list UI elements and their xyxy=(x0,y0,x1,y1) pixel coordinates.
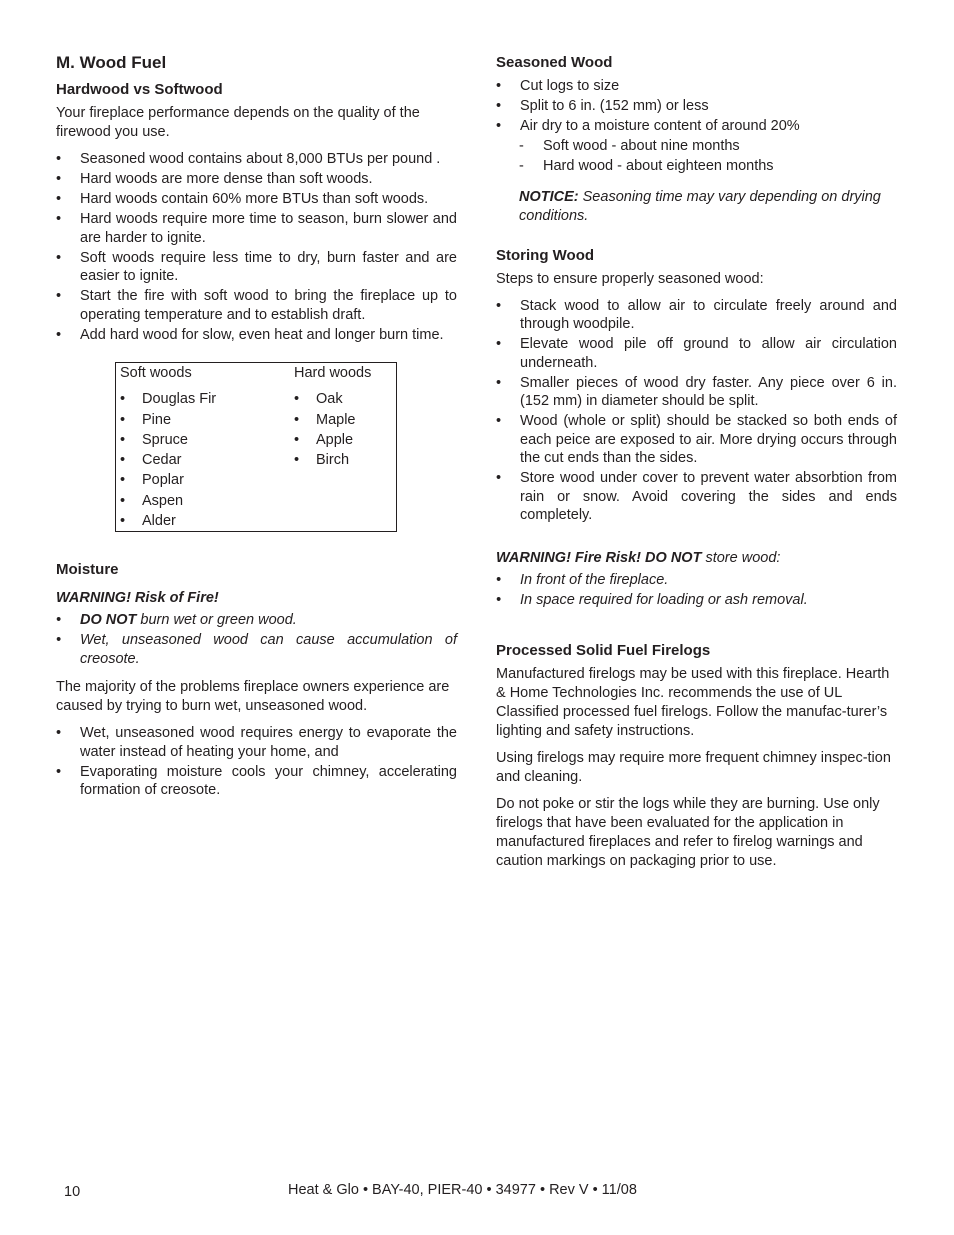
hardwood-heading: Hardwood vs Softwood xyxy=(56,81,223,98)
list-item: • Pine xyxy=(120,411,172,428)
firelogs-paragraph-3: Do not poke or stir the logs while they are burning. Use only firelogs that have been evaluated for the application in manufactured fireplaces and refer to firelog warnings and caution markings on packaging prior to use. xyxy=(496,796,880,869)
list-item: • Oak xyxy=(294,391,343,408)
list-item: • Birch xyxy=(294,452,350,469)
list-item: • Smaller pieces of wood dry faster. Any piece over 6 in. (152 mm) in diameter should be split. xyxy=(496,374,897,409)
list-item: • Store wood under cover to prevent water absorbtion from rain or snow. Avoid covering the sides and ends completely. xyxy=(496,470,897,523)
list-item: • In front of the fireplace. xyxy=(496,571,669,588)
hard-woods-header: Hard woods xyxy=(294,365,372,381)
storing-heading: Storing Wood xyxy=(496,246,595,264)
hardwood-intro: Your fireplace performance depends on the quality of the firewood you use. xyxy=(56,105,420,140)
moisture-paragraph: The majority of the problems fireplace owners experience are caused by trying to burn wet, unseasoned wood. xyxy=(56,679,450,715)
list-item: • Aspen xyxy=(120,492,184,509)
moisture-warning: WARNING! Risk of Fire! xyxy=(56,590,219,607)
list-item: • Air dry to a moisture content of around 20% xyxy=(496,118,800,134)
list-item: - Soft wood - about nine months xyxy=(519,138,740,154)
list-item: • Hard woods contain 60% more BTUs than soft woods. xyxy=(56,191,429,207)
moisture-heading: Moisture xyxy=(56,561,119,579)
list-item: • Hard woods require more time to season, burn slower and are harder to ignite. xyxy=(56,211,457,246)
firelogs-paragraph-2: Using firelogs may require more frequent chimney inspec-tion and cleaning. xyxy=(496,750,891,785)
page-number: 10 xyxy=(64,1184,81,1200)
list-item: • Add hard wood for slow, even heat and longer burn time. xyxy=(56,326,444,343)
list-item: • Wet, unseasoned wood requires energy to evaporate the water instead of heating your home, and xyxy=(56,725,457,760)
list-item: • DO NOT burn wet or green wood. xyxy=(56,612,297,629)
soft-woods-header: Soft woods xyxy=(120,365,192,381)
firelogs-paragraph-1: Manufactured firelogs may be used with this fireplace. Hearth & Home Technologies Inc. recommends the use of UL Classified processed fuel firelogs. Follow the manufac-turer’s lighting and safety instructions. xyxy=(496,666,890,739)
list-item: • Alder xyxy=(120,513,176,530)
soft-woods-cell xyxy=(116,389,291,532)
soft-woods-list xyxy=(120,389,286,531)
list-item: • Cut logs to size xyxy=(496,78,620,94)
list-item: • In space required for loading or ash removal. xyxy=(496,591,808,608)
firelogs-heading: Processed Solid Fuel Firelogs xyxy=(496,642,711,659)
section-title: M. Wood Fuel xyxy=(56,53,167,72)
right-column xyxy=(496,52,897,879)
list-item: • Maple xyxy=(294,411,356,428)
list-item: • Seasoned wood contains about 8,000 BTUs per pound . xyxy=(56,151,441,167)
seasoned-list xyxy=(496,77,897,136)
woods-table xyxy=(115,362,397,532)
hard-woods-list xyxy=(294,389,392,470)
list-item: • Wet, unseasoned wood can cause accumulation of creosote. xyxy=(56,632,457,667)
storing-list xyxy=(496,297,897,525)
storing-warning-list xyxy=(496,571,897,610)
moisture-list xyxy=(56,724,457,800)
list-item: • Douglas Fir xyxy=(120,391,217,408)
list-item: - Hard wood - about eighteen months xyxy=(519,158,774,174)
list-item: • Stack wood to allow air to circulate freely around and through woodpile. xyxy=(496,297,897,332)
seasoned-sub-list xyxy=(519,137,897,176)
seasoned-heading: Seasoned Wood xyxy=(496,54,613,71)
storing-warning: WARNING! Fire Risk! DO NOT store wood: xyxy=(496,549,781,566)
list-item: • Wood (whole or split) should be stacked so both ends of each peice are exposed to air. More drying occurs through the cut ends than the sides. xyxy=(496,413,897,466)
list-item: • Cedar xyxy=(120,452,182,469)
list-item: • Elevate wood pile off ground to allow air circulation underneath. xyxy=(496,336,897,371)
seasoning-notice: NOTICE: Seasoning time may vary depending on drying conditions. xyxy=(519,188,881,224)
list-item: • Poplar xyxy=(120,472,184,489)
hardwood-list xyxy=(56,150,457,344)
list-item: • Apple xyxy=(294,431,354,448)
hard-woods-cell xyxy=(290,389,397,532)
list-item: • Evaporating moisture cools your chimney, accelerating formation of creosote. xyxy=(56,763,457,799)
storing-intro: Steps to ensure properly seasoned wood: xyxy=(496,270,764,287)
list-item: • Start the fire with soft wood to bring the fireplace up to operating temperature and to establish draft. xyxy=(56,288,457,323)
list-item: • Hard woods are more dense than soft woods. xyxy=(56,171,373,187)
list-item: • Soft woods require less time to dry, burn faster and are easier to ignite. xyxy=(56,249,457,284)
list-item: • Split to 6 in. (152 mm) or less xyxy=(496,98,709,114)
moisture-warning-list xyxy=(56,611,457,668)
list-item: • Spruce xyxy=(120,431,188,448)
footer-text: Heat & Glo • BAY-40, PIER-40 • 34977 • Rev V • 11/08 xyxy=(288,1182,637,1198)
left-column xyxy=(56,52,457,808)
